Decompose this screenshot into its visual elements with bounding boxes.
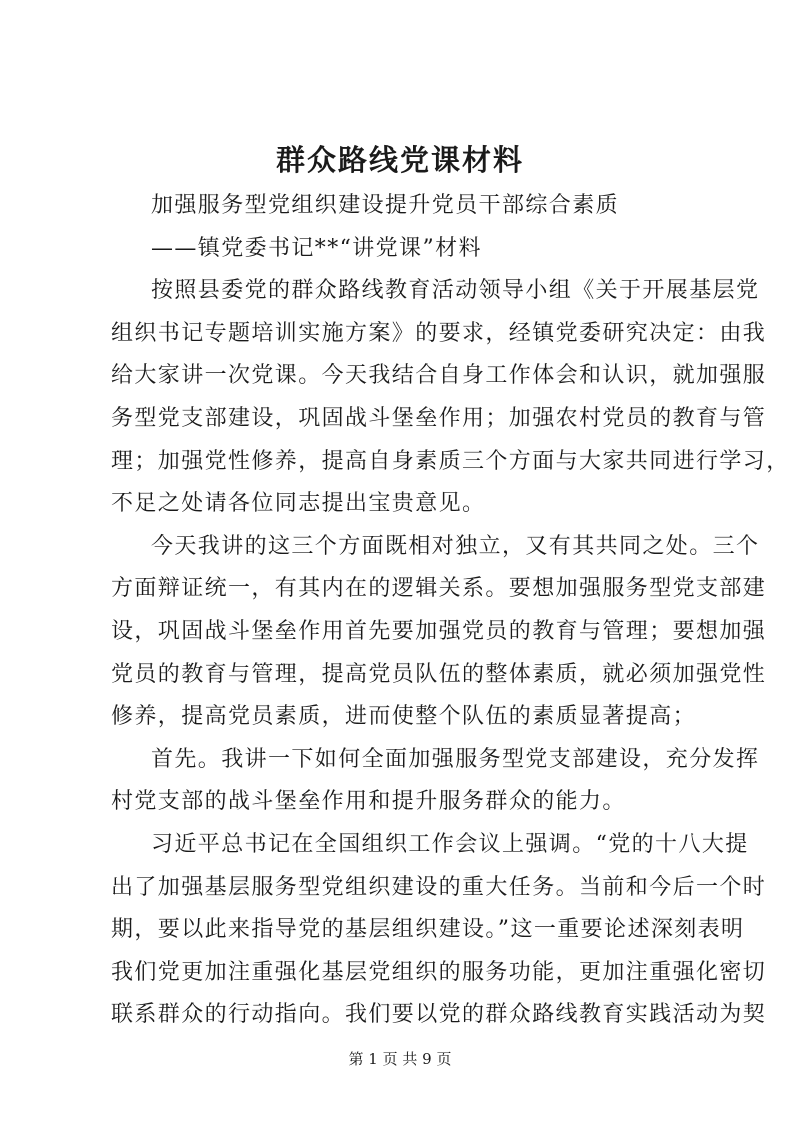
document-title: 群众路线党课材料 <box>275 143 524 177</box>
paragraph-line: 村党支部的战斗堡垒作用和提升服务群众的能力。 <box>111 789 626 815</box>
paragraph-line: 今天我讲的这三个方面既相对独立，又有其共同之处。三个 <box>151 533 760 559</box>
subtitle-author-line: ——镇党委书记**“讲党课”材料 <box>151 235 482 261</box>
paragraph-line: 联系群众的行动指向。我们要以党的群众路线教育实践活动为契 <box>111 1002 767 1028</box>
paragraph-line: 期，要以此来指导党的基层组织建设。”这一重要论述深刻表明 <box>111 917 745 943</box>
paragraph-line: 我们党更加注重强化基层党组织的服务功能，更加注重强化密切 <box>111 959 767 985</box>
document-body <box>111 185 790 1037</box>
paragraph-line: 设，巩固战斗堡垒作用首先要加强党员的教育与管理；要想加强 <box>111 618 767 644</box>
paragraph-line: 党员的教育与管理，提高党员队伍的整体素质，就必须加强党性 <box>111 661 767 687</box>
subtitle-line: 加强服务型党组织建设提升党员干部综合素质 <box>151 193 620 218</box>
paragraph-line: 方面辩证统一，有其内在的逻辑关系。要想加强服务型党支部建 <box>111 576 767 602</box>
paragraph-line: 修养，提高党员素质，进而使整个队伍的素质显著提高； <box>111 704 697 730</box>
page-number-footer: 第 1 页 共 9 页 <box>348 1050 452 1068</box>
paragraph-line: 组织书记专题培训实施方案》的要求，经镇党委研究决定：由我 <box>111 320 767 346</box>
paragraph-line: 给大家讲一次党课。今天我结合自身工作体会和认识，就加强服 <box>111 363 767 389</box>
paragraph-line: 出了加强基层服务型党组织建设的重大任务。当前和今后一个时 <box>111 874 767 900</box>
paragraph-line: 理；加强党性修养，提高自身素质三个方面与大家共同进行学习， <box>111 448 790 474</box>
paragraph-line: 习近平总书记在全国组织工作会议上强调。“党的十八大提 <box>151 831 749 857</box>
paragraph-line: 务型党支部建设，巩固战斗堡垒作用；加强农村党员的教育与管 <box>111 405 767 431</box>
paragraph-line: 首先。我讲一下如何全面加强服务型党支部建设，充分发挥 <box>151 746 760 772</box>
paragraph-line: 按照县委党的群众路线教育活动领导小组《关于开展基层党 <box>151 278 760 304</box>
paragraph-line: 不足之处请各位同志提出宝贵意见。 <box>111 491 486 517</box>
